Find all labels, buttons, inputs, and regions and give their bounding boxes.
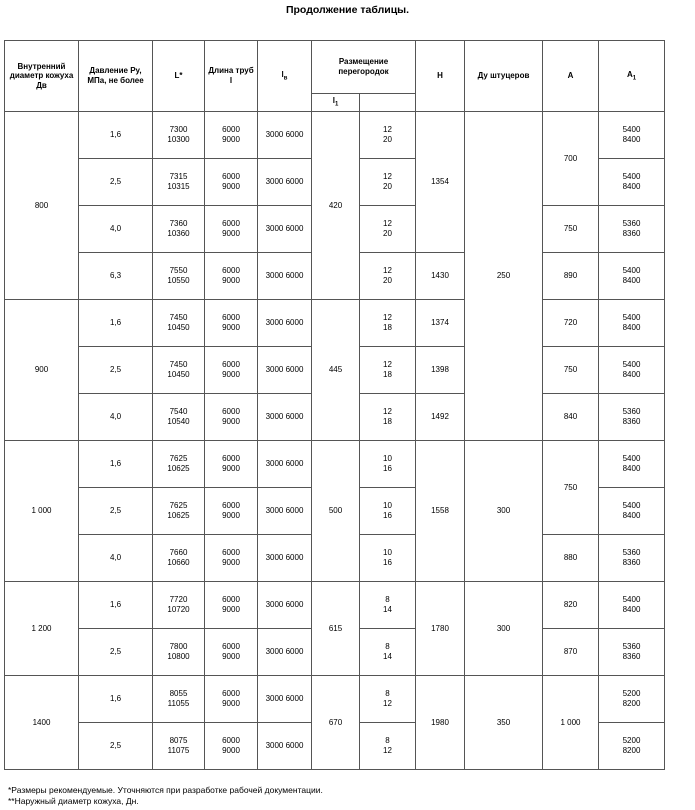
A-cell: 840	[543, 394, 599, 441]
A1-cell: 5400 8400	[599, 112, 665, 159]
A-cell: 820	[543, 582, 599, 629]
pressure-cell: 1,6	[79, 676, 153, 723]
partition-cell: 8 14	[360, 582, 416, 629]
pressure-cell: 4,0	[79, 535, 153, 582]
pressure-cell: 1,6	[79, 300, 153, 347]
pressure-cell: 6,3	[79, 253, 153, 300]
L-cell: 7300 10300	[153, 112, 205, 159]
nozzle-cell: 350	[465, 676, 543, 770]
H-cell: 1430	[416, 253, 465, 300]
lb-cell: 3000 6000	[258, 629, 312, 676]
tube-length-cell: 6000 9000	[205, 394, 258, 441]
footnote-1: *Размеры рекомендуемые. Уточняются при разработке рабочей документации.	[8, 785, 323, 795]
lb-cell: 3000 6000	[258, 347, 312, 394]
L-cell: 7625 10625	[153, 441, 205, 488]
partition-cell: 10 16	[360, 535, 416, 582]
H-cell: 1354	[416, 112, 465, 253]
footnote-2: **Наружный диаметр кожуха, Дн.	[8, 795, 139, 806]
pressure-cell: 2,5	[79, 629, 153, 676]
lb-cell: 3000 6000	[258, 441, 312, 488]
header-A1: $А_1$	[599, 41, 665, 112]
A1-cell: 5360 8360	[599, 629, 665, 676]
lb-cell: 3000 6000	[258, 206, 312, 253]
tube-length-cell: 6000 9000	[205, 347, 258, 394]
A1-cell: 5360 8360	[599, 535, 665, 582]
diameter-cell: 1400	[5, 676, 79, 770]
dimensions-table	[4, 40, 665, 770]
partition-cell: 10 16	[360, 441, 416, 488]
diameter-cell: 1 000	[5, 441, 79, 582]
lb-cell: 3000 6000	[258, 676, 312, 723]
l1-cell: 615	[312, 582, 360, 676]
lb-cell: 3000 6000	[258, 582, 312, 629]
header-partitions: Размещение перегородок	[312, 41, 416, 94]
header-empty	[360, 94, 416, 112]
pressure-cell: 2,5	[79, 723, 153, 770]
A-cell: 750	[543, 347, 599, 394]
nozzle-cell: 300	[465, 441, 543, 582]
tube-length-cell: 6000 9000	[205, 253, 258, 300]
L-cell: 7800 10800	[153, 629, 205, 676]
A1-cell: 5400 8400	[599, 300, 665, 347]
A-cell: 700	[543, 112, 599, 206]
pressure-cell: 2,5	[79, 347, 153, 394]
partition-cell: 12 20	[360, 206, 416, 253]
L-cell: 7660 10660	[153, 535, 205, 582]
header-l1: $l_1$	[312, 94, 360, 112]
L-cell: 7450 10450	[153, 300, 205, 347]
A-cell: 880	[543, 535, 599, 582]
lb-cell: 3000 6000	[258, 488, 312, 535]
L-cell: 7720 10720	[153, 582, 205, 629]
H-cell: 1374	[416, 300, 465, 347]
L-cell: 8075 11075	[153, 723, 205, 770]
header-tube-length: Длина труб l	[205, 41, 258, 112]
partition-cell: 12 18	[360, 347, 416, 394]
H-cell: 1492	[416, 394, 465, 441]
l1-cell: 670	[312, 676, 360, 770]
tube-length-cell: 6000 9000	[205, 488, 258, 535]
table-caption: Продолжение таблицы.	[285, 4, 410, 16]
A-cell: 870	[543, 629, 599, 676]
tube-length-cell: 6000 9000	[205, 629, 258, 676]
pressure-cell: 1,6	[79, 112, 153, 159]
A-cell: 890	[543, 253, 599, 300]
header-lb: $l_в$	[258, 41, 312, 112]
pressure-cell: 2,5	[79, 159, 153, 206]
A1-cell: 5200 8200	[599, 676, 665, 723]
A1-cell: 5400 8400	[599, 253, 665, 300]
A-cell: 1 000	[543, 676, 599, 770]
pressure-cell: 4,0	[79, 394, 153, 441]
tube-length-cell: 6000 9000	[205, 723, 258, 770]
pressure-cell: 4,0	[79, 206, 153, 253]
pressure-cell: 1,6	[79, 441, 153, 488]
header-nozzles: Ду штуцеров	[465, 41, 543, 112]
lb-cell: 3000 6000	[258, 253, 312, 300]
A1-cell: 5400 8400	[599, 441, 665, 488]
H-cell: 1980	[416, 676, 465, 770]
H-cell: 1780	[416, 582, 465, 676]
A1-cell: 5200 8200	[599, 723, 665, 770]
A1-cell: 5360 8360	[599, 394, 665, 441]
A-cell: 750	[543, 206, 599, 253]
lb-cell: 3000 6000	[258, 300, 312, 347]
tube-length-cell: 6000 9000	[205, 676, 258, 723]
diameter-cell: 1 200	[5, 582, 79, 676]
diameter-cell: 900	[5, 300, 79, 441]
header-H: H	[416, 41, 465, 112]
l1-cell: 445	[312, 300, 360, 441]
lb-cell: 3000 6000	[258, 112, 312, 159]
L-cell: 7360 10360	[153, 206, 205, 253]
A-cell: 720	[543, 300, 599, 347]
A1-cell: 5400 8400	[599, 582, 665, 629]
partition-cell: 12 20	[360, 112, 416, 159]
header-pressure: Давление Ру, МПа, не более	[79, 41, 153, 112]
partition-cell: 12 18	[360, 394, 416, 441]
tube-length-cell: 6000 9000	[205, 206, 258, 253]
l1-cell: 500	[312, 441, 360, 582]
partition-cell: 10 16	[360, 488, 416, 535]
partition-cell: 8 12	[360, 723, 416, 770]
header-A: А	[543, 41, 599, 112]
footnotes	[8, 785, 323, 806]
lb-cell: 3000 6000	[258, 159, 312, 206]
nozzle-cell: 250	[465, 112, 543, 441]
H-cell: 1558	[416, 441, 465, 582]
header-L: L*	[153, 41, 205, 112]
A1-cell: 5400 8400	[599, 159, 665, 206]
pressure-cell: 2,5	[79, 488, 153, 535]
lb-cell: 3000 6000	[258, 394, 312, 441]
tube-length-cell: 6000 9000	[205, 112, 258, 159]
A1-cell: 5360 8360	[599, 206, 665, 253]
partition-cell: 12 20	[360, 159, 416, 206]
L-cell: 7550 10550	[153, 253, 205, 300]
diameter-cell: 800	[5, 112, 79, 300]
tube-length-cell: 6000 9000	[205, 300, 258, 347]
partition-cell: 12 18	[360, 300, 416, 347]
pressure-cell: 1,6	[79, 582, 153, 629]
tube-length-cell: 6000 9000	[205, 159, 258, 206]
H-cell: 1398	[416, 347, 465, 394]
tube-length-cell: 6000 9000	[205, 582, 258, 629]
L-cell: 7625 10625	[153, 488, 205, 535]
header-inner-diameter: Внутренний диаметр кожуха Дв	[5, 41, 79, 112]
tube-length-cell: 6000 9000	[205, 441, 258, 488]
partition-cell: 8 12	[360, 676, 416, 723]
L-cell: 8055 11055	[153, 676, 205, 723]
L-cell: 7450 10450	[153, 347, 205, 394]
A1-cell: 5400 8400	[599, 488, 665, 535]
L-cell: 7540 10540	[153, 394, 205, 441]
L-cell: 7315 10315	[153, 159, 205, 206]
partition-cell: 8 14	[360, 629, 416, 676]
A1-cell: 5400 8400	[599, 347, 665, 394]
lb-cell: 3000 6000	[258, 723, 312, 770]
lb-cell: 3000 6000	[258, 535, 312, 582]
nozzle-cell: 300	[465, 582, 543, 676]
A-cell: 750	[543, 441, 599, 535]
tube-length-cell: 6000 9000	[205, 535, 258, 582]
l1-cell: 420	[312, 112, 360, 300]
partition-cell: 12 20	[360, 253, 416, 300]
